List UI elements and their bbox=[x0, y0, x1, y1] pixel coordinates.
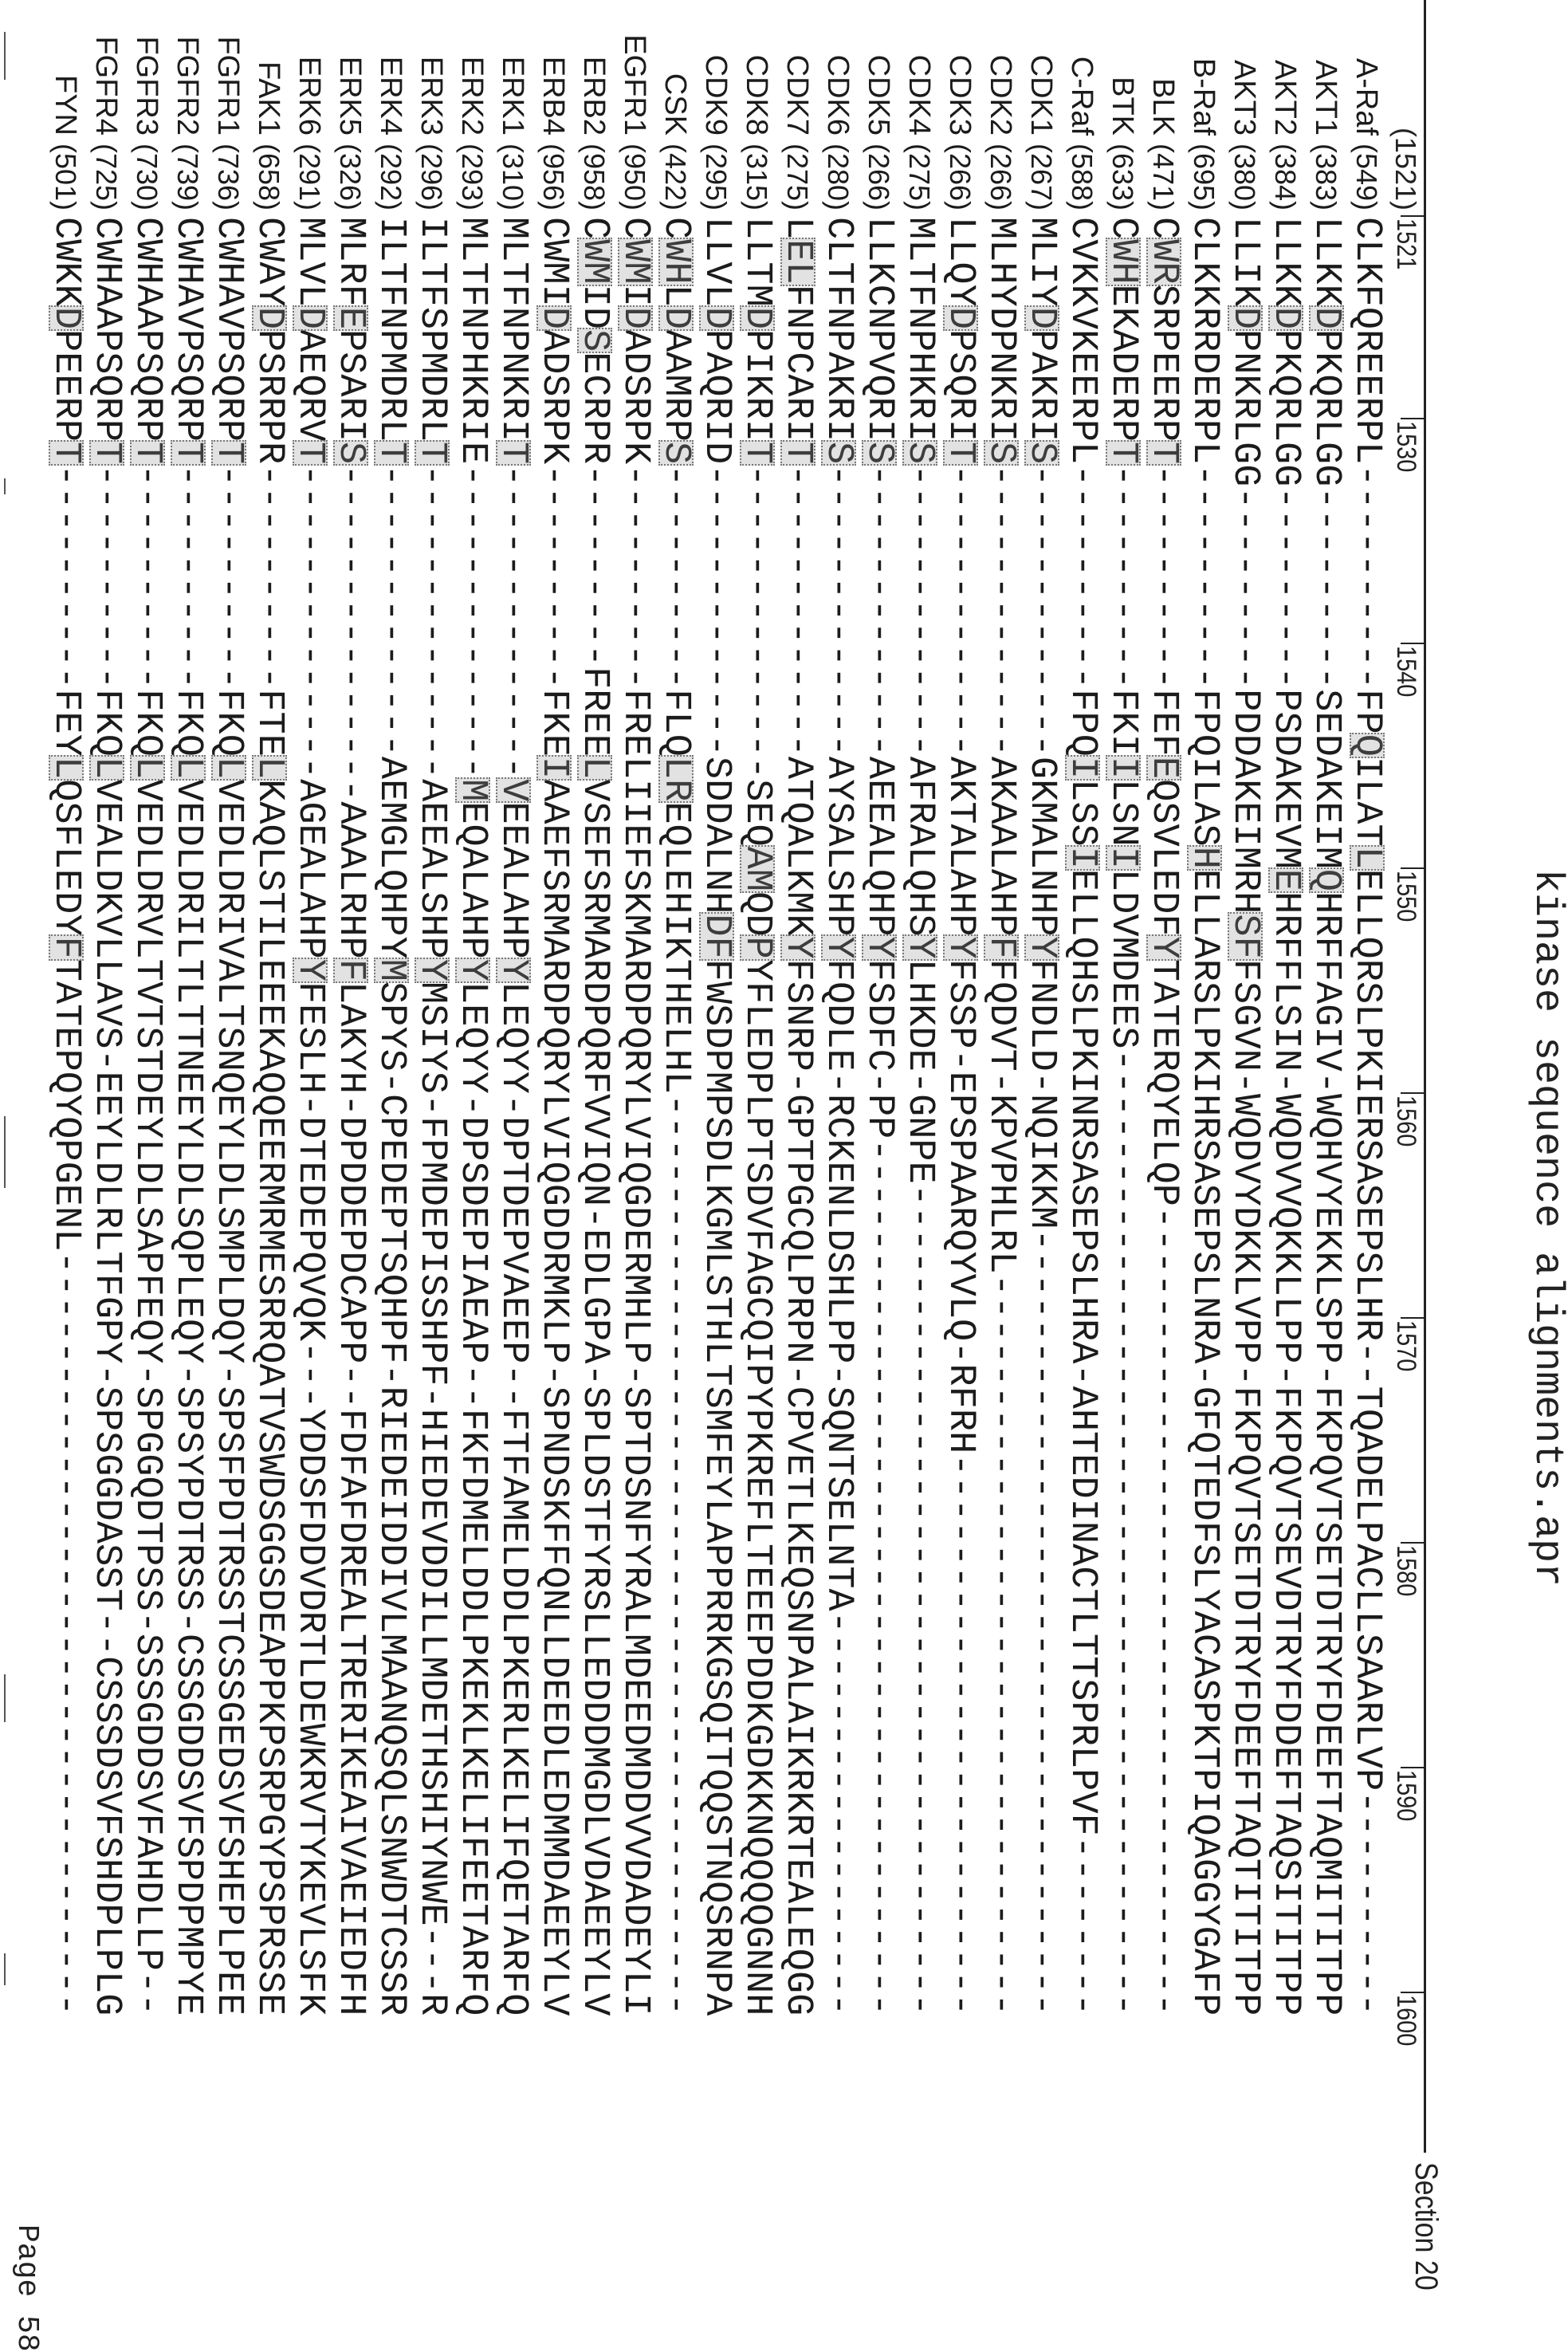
residue-highlight-box bbox=[1309, 305, 1344, 331]
sequence: CWHAVPSQRPT----------FKQLVEDLDRILTLTTNEEYLDLSQPLEQY-SPSYPDTRSS-CSSGDDSVFSPDPMPYE bbox=[167, 217, 208, 2016]
ruler-start-position: (1521) bbox=[1389, 128, 1421, 210]
residue-highlight-box bbox=[984, 934, 1019, 960]
residue-highlight-box bbox=[536, 305, 572, 331]
sequence: LLVLDPAQRID-------------SDDALNHDFFWSDPMPSDLKGMLSTHLTSMFEYLAPPRRKGSQITQQSTNQSRNPA bbox=[696, 217, 737, 2016]
residue-highlight-box bbox=[1106, 845, 1141, 871]
residue-highlight-box bbox=[1146, 934, 1181, 960]
residue-highlight-box bbox=[658, 238, 694, 285]
residue-highlight-box bbox=[374, 440, 409, 466]
alignment-row bbox=[1306, 0, 1346, 2335]
alignment-row bbox=[289, 0, 330, 2335]
kinase-name: FGFR4 bbox=[88, 36, 124, 136]
residue-highlight-box bbox=[1146, 440, 1181, 466]
sequence: MLVLDAEQRVT--------------AGEALAHPYFESLH-DTEDEPQVQK---YDDSFDDVDRTLDEWKRVTYKEVLSFK bbox=[289, 217, 330, 2016]
sequence: CLKFQREERPL----------FPQILATLELLQRSLPKIERSASEPSLHR--TQADELPACLLSAARLVP---------- bbox=[1346, 217, 1387, 2016]
sequence: CWHAAPSQRPT----------FKQLVEALDKVLLAVS-EEYLDLRLTFGPY-SPSGGDASST--CSSSDSVFSHDPLPLG bbox=[86, 217, 127, 2016]
alignment-row bbox=[452, 0, 493, 2335]
sequence: MLRFEPSARIS---------------AAALRHPFLAKYH-DPDDEPDCAPP--FDFAFDREALTRERIKEAIVAEIEDFH bbox=[330, 217, 371, 2016]
sequence: CLKKRRDERPL----------FPQILASHELLARSLPKIHRSASEPSLNRA-GFQTEDFSLYACASPKTPIQAGGYGAFP bbox=[1184, 217, 1224, 2016]
sequence: CWMIDADSRPK----------FKEIAAEFSRMARDPQRYLVIQGDDRMKLP-SPNDSKFFQNLLDEEDLEDMMDAEEYLV bbox=[533, 217, 574, 2016]
start-position: (326) bbox=[332, 144, 367, 210]
residue-highlight-box bbox=[577, 328, 612, 353]
residue-highlight-box bbox=[780, 934, 815, 960]
residue-highlight-box bbox=[211, 440, 246, 466]
residue-highlight-box bbox=[1106, 238, 1141, 285]
alignment-row bbox=[777, 0, 818, 2335]
alignment-row bbox=[980, 0, 1021, 2335]
ruler-tick-label: 1580 bbox=[1391, 1545, 1421, 1596]
residue-highlight-box bbox=[374, 958, 409, 983]
residue-highlight-box bbox=[618, 305, 653, 331]
alignment-row bbox=[615, 0, 655, 2335]
sequence: CWRSRPEERPT----------FEFEQSVLEDFYTATERQYELQP------------------------------------ bbox=[1143, 217, 1184, 2016]
kinase-name: CDK3 bbox=[942, 55, 977, 136]
residue-highlight-box bbox=[333, 440, 368, 466]
sequence: ILTFSPMDRLT--------------AEEALSHPYMSIYS-FPMDEPISSHPF-HIEDEVDDILLMDETHSHIYNWE---R bbox=[411, 217, 452, 2016]
residue-highlight-box bbox=[699, 912, 734, 960]
start-position: (739) bbox=[170, 144, 205, 210]
alignment-row bbox=[1224, 0, 1265, 2335]
kinase-name: ERK6 bbox=[292, 57, 327, 136]
residue-highlight-box bbox=[171, 440, 206, 466]
ruler-tick bbox=[1401, 1092, 1425, 1094]
residue-highlight-box bbox=[740, 845, 775, 893]
start-position: (588) bbox=[1064, 144, 1099, 210]
kinase-name: FGFR2 bbox=[170, 36, 205, 136]
ruler-tick-label: 1560 bbox=[1391, 1095, 1421, 1147]
residue-highlight-box bbox=[415, 958, 450, 983]
sequence: CWMIDSECRPR---------FREELVSEFSRMARDPQRFVVIQN-EDLGPA-SPLDSTFYRSLLEDDDMGDLVDAEEYLV bbox=[574, 217, 615, 2016]
alignment-row bbox=[859, 0, 899, 2335]
kinase-name: B-Raf bbox=[1186, 58, 1221, 136]
start-position: (422) bbox=[658, 144, 693, 210]
start-position: (730) bbox=[129, 144, 164, 210]
kinase-name: BLK bbox=[1146, 78, 1181, 136]
ruler-tick-label: 1590 bbox=[1391, 1770, 1421, 1821]
residue-highlight-box bbox=[293, 440, 328, 466]
alignment-row bbox=[737, 0, 777, 2335]
residue-highlight-box bbox=[455, 958, 490, 983]
sequence: MLTFNPHKRIE--------------MEQALAHPYLEQYY-DPSDEPIAEAP--FKFDMELDDLPKEKLKELIFEETARFQ bbox=[452, 217, 493, 2016]
ruler-tick bbox=[1401, 643, 1425, 644]
residue-highlight-box bbox=[333, 305, 368, 331]
kinase-name: CDK2 bbox=[983, 55, 1018, 136]
residue-highlight-box bbox=[740, 934, 775, 960]
kinase-name: FAK1 bbox=[251, 61, 286, 136]
residue-highlight-box bbox=[1024, 305, 1059, 331]
sequence: CVKKVKEERPL----------FPQILSSIELLQHSLPKINRSASEPSLHRA-AHTEDINACTLTTSPRLPVF-------- bbox=[1062, 217, 1102, 2016]
kinase-name: CDK8 bbox=[739, 55, 774, 136]
alignment-row bbox=[371, 0, 411, 2335]
alignment-row bbox=[127, 0, 167, 2335]
alignment-row bbox=[1062, 0, 1102, 2335]
residue-highlight-box bbox=[821, 440, 856, 466]
ruler-tick-label: 1530 bbox=[1391, 421, 1421, 472]
sequence: CWKKDPEERPT----------FEYLQSFLEDYFTATEPQYQPGENL---------------------------------- bbox=[45, 217, 86, 2016]
residue-highlight-box bbox=[415, 440, 450, 466]
start-position: (736) bbox=[210, 144, 246, 210]
page-number: Page 58 bbox=[9, 2224, 44, 2352]
kinase-name: CDK1 bbox=[1024, 55, 1059, 136]
start-position: (549) bbox=[1349, 144, 1384, 210]
residue-highlight-box bbox=[211, 755, 246, 781]
residue-highlight-box bbox=[1350, 845, 1385, 871]
residue-highlight-box bbox=[1065, 845, 1100, 871]
residue-highlight-box bbox=[49, 440, 84, 466]
start-position: (695) bbox=[1186, 144, 1221, 210]
residue-highlight-box bbox=[293, 305, 328, 331]
ruler-tick bbox=[1401, 1767, 1425, 1768]
residue-highlight-box bbox=[780, 440, 815, 466]
residue-highlight-box bbox=[1228, 305, 1263, 331]
residue-highlight-box bbox=[1146, 238, 1181, 285]
section-rule bbox=[1424, 0, 1426, 2153]
sequence: CWHLDAAMRPS----------FLQLREQLEHIKTHELHL----------------------------------------- bbox=[655, 217, 696, 2016]
document-page bbox=[0, 0, 1568, 2335]
residue-highlight-box bbox=[943, 305, 978, 331]
residue-highlight-box bbox=[130, 440, 165, 466]
residue-highlight-box bbox=[821, 934, 856, 960]
residue-highlight-box bbox=[89, 440, 124, 466]
ruler-tick-label: 1521 bbox=[1391, 218, 1421, 269]
sequence: LLTMDPIKRIT--------------SEQAMQDPYFLEDPLPTSDVFAGCQIPYPKREFLTEEEPDDKGDKKNQQQQGNNH bbox=[737, 217, 777, 2016]
start-position: (280) bbox=[820, 144, 855, 210]
kinase-name: ERK2 bbox=[454, 57, 489, 136]
start-position: (950) bbox=[617, 144, 652, 210]
kinase-name: CDK5 bbox=[861, 55, 896, 136]
residue-highlight-box bbox=[740, 305, 775, 331]
residue-highlight-box bbox=[1024, 440, 1059, 466]
residue-highlight-box bbox=[943, 934, 978, 960]
sequence: LLKKDPKQRLGG---------PSDAKEVMEHRFFLSIN-WQDVVQKKLLPP-FKPQVTSEVDTRYFDDEFTAQSITITPP bbox=[1265, 217, 1306, 2016]
residue-highlight-box bbox=[1268, 867, 1303, 893]
ruler-tick-label: 1570 bbox=[1391, 1320, 1421, 1371]
alignment-row bbox=[940, 0, 980, 2335]
residue-highlight-box bbox=[862, 440, 897, 466]
sequence: MLTFNPNKRIT--------------VEEALAHPYLEQYY-DPTDEPVAEEP--FTFAMELDDLPKERLKELIFQETARFQ bbox=[493, 217, 533, 2016]
kinase-name: ERK3 bbox=[414, 57, 449, 136]
alignment-row bbox=[330, 0, 371, 2335]
residue-highlight-box bbox=[455, 777, 490, 803]
kinase-name: ERB4 bbox=[536, 57, 571, 136]
residue-highlight-box bbox=[1146, 755, 1181, 781]
alignment-row bbox=[1021, 0, 1062, 2335]
residue-highlight-box bbox=[780, 238, 815, 285]
kinase-name: AKT2 bbox=[1267, 60, 1303, 136]
start-position: (380) bbox=[1227, 144, 1262, 210]
start-position: (266) bbox=[983, 144, 1018, 210]
residue-highlight-box bbox=[333, 958, 368, 983]
start-position: (266) bbox=[861, 144, 896, 210]
start-position: (291) bbox=[292, 144, 327, 210]
residue-highlight-box bbox=[293, 958, 328, 983]
ruler-tick-label: 1550 bbox=[1391, 871, 1421, 922]
sequence: CWAYDPSRRPR----------FTELKAQLSTILEEEKAQQEERMRMESRRQATVSWDSGGSDEAPPKPSRPGYPSPRSSE bbox=[249, 217, 289, 2016]
section-label: Section 20 bbox=[1409, 2162, 1444, 2291]
sequence: LLIKDPNKRLGG---------PDDAKEIMRHSFFSGVN-WQDVYDKKLVPP-FKPQVTSETDTRYFDEEFTAQTITITPP bbox=[1224, 217, 1265, 2016]
residue-highlight-box bbox=[577, 755, 612, 781]
start-position: (958) bbox=[576, 144, 611, 210]
residue-highlight-box bbox=[1228, 912, 1263, 960]
residue-highlight-box bbox=[252, 305, 287, 331]
residue-highlight-box bbox=[658, 305, 694, 331]
sequence: MLTFNPHKRIS-------------AFRALQHSYLHKDE-GNPE------------------------------------- bbox=[899, 217, 940, 2016]
residue-highlight-box bbox=[740, 440, 775, 466]
residue-highlight-box bbox=[1024, 934, 1059, 960]
alignment-row bbox=[493, 0, 533, 2335]
alignment-row bbox=[1346, 0, 1387, 2335]
residue-highlight-box bbox=[496, 777, 531, 803]
start-position: (295) bbox=[698, 144, 733, 210]
ruler-tick bbox=[1401, 418, 1425, 419]
alignment-row bbox=[899, 0, 940, 2335]
sequence: LLKKDPKQRLGG---------SEDAKEIMQHRFFAGIV-WQHVYEKKLSPP-FKPQVTSETDTRYFDEEFTAQMITITPP bbox=[1306, 217, 1346, 2016]
residue-highlight-box bbox=[49, 305, 84, 331]
alignment-row bbox=[1102, 0, 1143, 2335]
sequence: MLHYDPNKRIS-------------AKAALAHPFFQDVT-KPVPHLRL--------------------------------- bbox=[980, 217, 1021, 2016]
residue-highlight-box bbox=[1187, 845, 1222, 871]
start-position: (471) bbox=[1146, 144, 1181, 210]
scan-edge-mark bbox=[4, 32, 6, 80]
sequence: LLKCNPVQRIS-------------AEEALQHPYFSDFC-PP--------------------------------------- bbox=[859, 217, 899, 2016]
alignment-row bbox=[411, 0, 452, 2335]
residue-highlight-box bbox=[252, 755, 287, 781]
sequence: LLQYDPSQRIT-------------AKTALAHPYFSSP-EPSPAARQYVLQ-RFRH------------------------- bbox=[940, 217, 980, 2016]
alignment-row bbox=[533, 0, 574, 2335]
alignment-row bbox=[1265, 0, 1306, 2335]
alignment-row bbox=[167, 0, 208, 2335]
residue-highlight-box bbox=[89, 755, 124, 781]
kinase-name: FGFR3 bbox=[129, 36, 164, 136]
scan-edge-mark bbox=[4, 1674, 6, 1722]
ruler-tick bbox=[1401, 867, 1425, 869]
document-title: kinase sequence alignments.apr bbox=[1527, 869, 1566, 1587]
kinase-name: AKT3 bbox=[1227, 60, 1262, 136]
residue-highlight-box bbox=[1268, 305, 1303, 331]
scan-edge-mark bbox=[4, 478, 6, 494]
start-position: (266) bbox=[942, 144, 977, 210]
kinase-name: CDK4 bbox=[902, 55, 937, 136]
kinase-name: A-Raf bbox=[1349, 58, 1384, 136]
ruler-tick-label: 1600 bbox=[1391, 1995, 1421, 2046]
residue-highlight-box bbox=[130, 755, 165, 781]
start-position: (267) bbox=[1024, 144, 1059, 210]
start-position: (310) bbox=[495, 144, 530, 210]
kinase-name: CDK6 bbox=[820, 55, 855, 136]
ruler-tick bbox=[1401, 1317, 1425, 1319]
residue-highlight-box bbox=[618, 238, 653, 285]
kinase-name: EGFR1 bbox=[617, 34, 652, 136]
residue-highlight-box bbox=[1065, 755, 1100, 781]
start-position: (275) bbox=[902, 144, 937, 210]
ruler-tick bbox=[1401, 215, 1425, 217]
scan-edge-mark bbox=[4, 1953, 6, 1985]
sequence: LELFNPCARIT-------------ATQALKMKYFSNRP-GPTPGCQLPRPN-CPVETLKEQSNPALAIKRKRTEALEQGG bbox=[777, 217, 818, 2016]
residue-highlight-box bbox=[699, 305, 734, 331]
alignment-row bbox=[86, 0, 127, 2335]
start-position: (501) bbox=[48, 144, 83, 210]
alignment-row bbox=[249, 0, 289, 2335]
start-position: (293) bbox=[454, 144, 489, 210]
alignment-row bbox=[208, 0, 249, 2335]
residue-highlight-box bbox=[902, 440, 937, 466]
start-position: (725) bbox=[88, 144, 124, 210]
alignment-row bbox=[1143, 0, 1184, 2335]
start-position: (275) bbox=[780, 144, 815, 210]
alignment-row bbox=[696, 0, 737, 2335]
start-position: (292) bbox=[373, 144, 408, 210]
kinase-name: CDK7 bbox=[780, 55, 815, 136]
residue-highlight-box bbox=[577, 238, 612, 285]
residue-highlight-box bbox=[658, 440, 694, 466]
residue-highlight-box bbox=[943, 440, 978, 466]
kinase-name: ERK1 bbox=[495, 57, 530, 136]
start-position: (383) bbox=[1308, 144, 1343, 210]
kinase-name: BTK bbox=[1105, 77, 1140, 136]
ruler-tick-label: 1540 bbox=[1391, 646, 1421, 697]
residue-highlight-box bbox=[902, 934, 937, 960]
start-position: (384) bbox=[1267, 144, 1303, 210]
alignment-row bbox=[818, 0, 859, 2335]
kinase-name: CDK9 bbox=[698, 55, 733, 136]
sequence: CWHAVPSQRPT----------FKQLVEDLDRIVALTSNQEYLDLSMPLDQY-SPSFPDTRSSTCSSGEDSVFSHEPLPEE bbox=[208, 217, 249, 2016]
kinase-name: AKT1 bbox=[1308, 60, 1343, 136]
residue-highlight-box bbox=[49, 934, 84, 960]
sequence: CLTFNPAKRIS-------------AYSALSHPYFQDLE-RCKENLDSHLPP-SQNTSELNTA------------------ bbox=[818, 217, 859, 2016]
residue-highlight-box bbox=[1106, 440, 1141, 466]
kinase-name: ERK5 bbox=[332, 57, 367, 136]
scan-edge-mark bbox=[4, 1116, 6, 1188]
kinase-name: ERB2 bbox=[576, 57, 611, 136]
residue-highlight-box bbox=[1350, 733, 1385, 758]
kinase-name: ERK4 bbox=[373, 57, 408, 136]
residue-highlight-box bbox=[496, 440, 531, 466]
ruler-tick bbox=[1401, 1542, 1425, 1544]
residue-highlight-box bbox=[1309, 867, 1344, 893]
sequence: MLIYDPAKRIS-------------GKMALNHPYFNDLD-NQIKKM----------------------------------- bbox=[1021, 217, 1062, 2016]
residue-highlight-box bbox=[862, 934, 897, 960]
residue-highlight-box bbox=[984, 440, 1019, 466]
sequence: CWMIDADSRPK----------FRELIIEFSKMARDPQRYLVIQGDERMHLP-SPTDSNFYRALMDEEDMDDVVDADEYLI bbox=[615, 217, 655, 2016]
start-position: (658) bbox=[251, 144, 286, 210]
kinase-name: FYN bbox=[48, 75, 83, 136]
alignment-row bbox=[655, 0, 696, 2335]
residue-highlight-box bbox=[658, 755, 694, 803]
sequence: ILTFNPMDRLT-------------AEMGLQHPYMSPYS-CPEDEPTSQHPF-RIEDEIDDIVLMAANQSQLSNWDTCSSR bbox=[371, 217, 411, 2016]
kinase-name: FGFR1 bbox=[210, 36, 246, 136]
sequence: CWHAAPSQRPT----------FKQLVEDLDRVLTVTSTDEYLDLSAPFEQY-SPGGQDTPSS-SSSGDDSVFAHDLLP-- bbox=[127, 217, 167, 2016]
residue-highlight-box bbox=[49, 755, 84, 781]
alignment-row bbox=[45, 0, 86, 2335]
kinase-name: C-Raf bbox=[1064, 57, 1099, 136]
residue-highlight-box bbox=[171, 755, 206, 781]
alignment-row bbox=[1184, 0, 1224, 2335]
residue-highlight-box bbox=[1106, 755, 1141, 781]
start-position: (633) bbox=[1105, 144, 1140, 210]
start-position: (315) bbox=[739, 144, 774, 210]
kinase-name: CSK bbox=[658, 73, 693, 136]
sequence: CWHEKADERPT----------FKIILSNILDVMDEES------------------------------------------- bbox=[1102, 217, 1143, 2016]
residue-highlight-box bbox=[496, 958, 531, 983]
start-position: (956) bbox=[536, 144, 571, 210]
residue-highlight-box bbox=[536, 755, 572, 781]
ruler-tick bbox=[1401, 1992, 1425, 1993]
start-position: (296) bbox=[414, 144, 449, 210]
